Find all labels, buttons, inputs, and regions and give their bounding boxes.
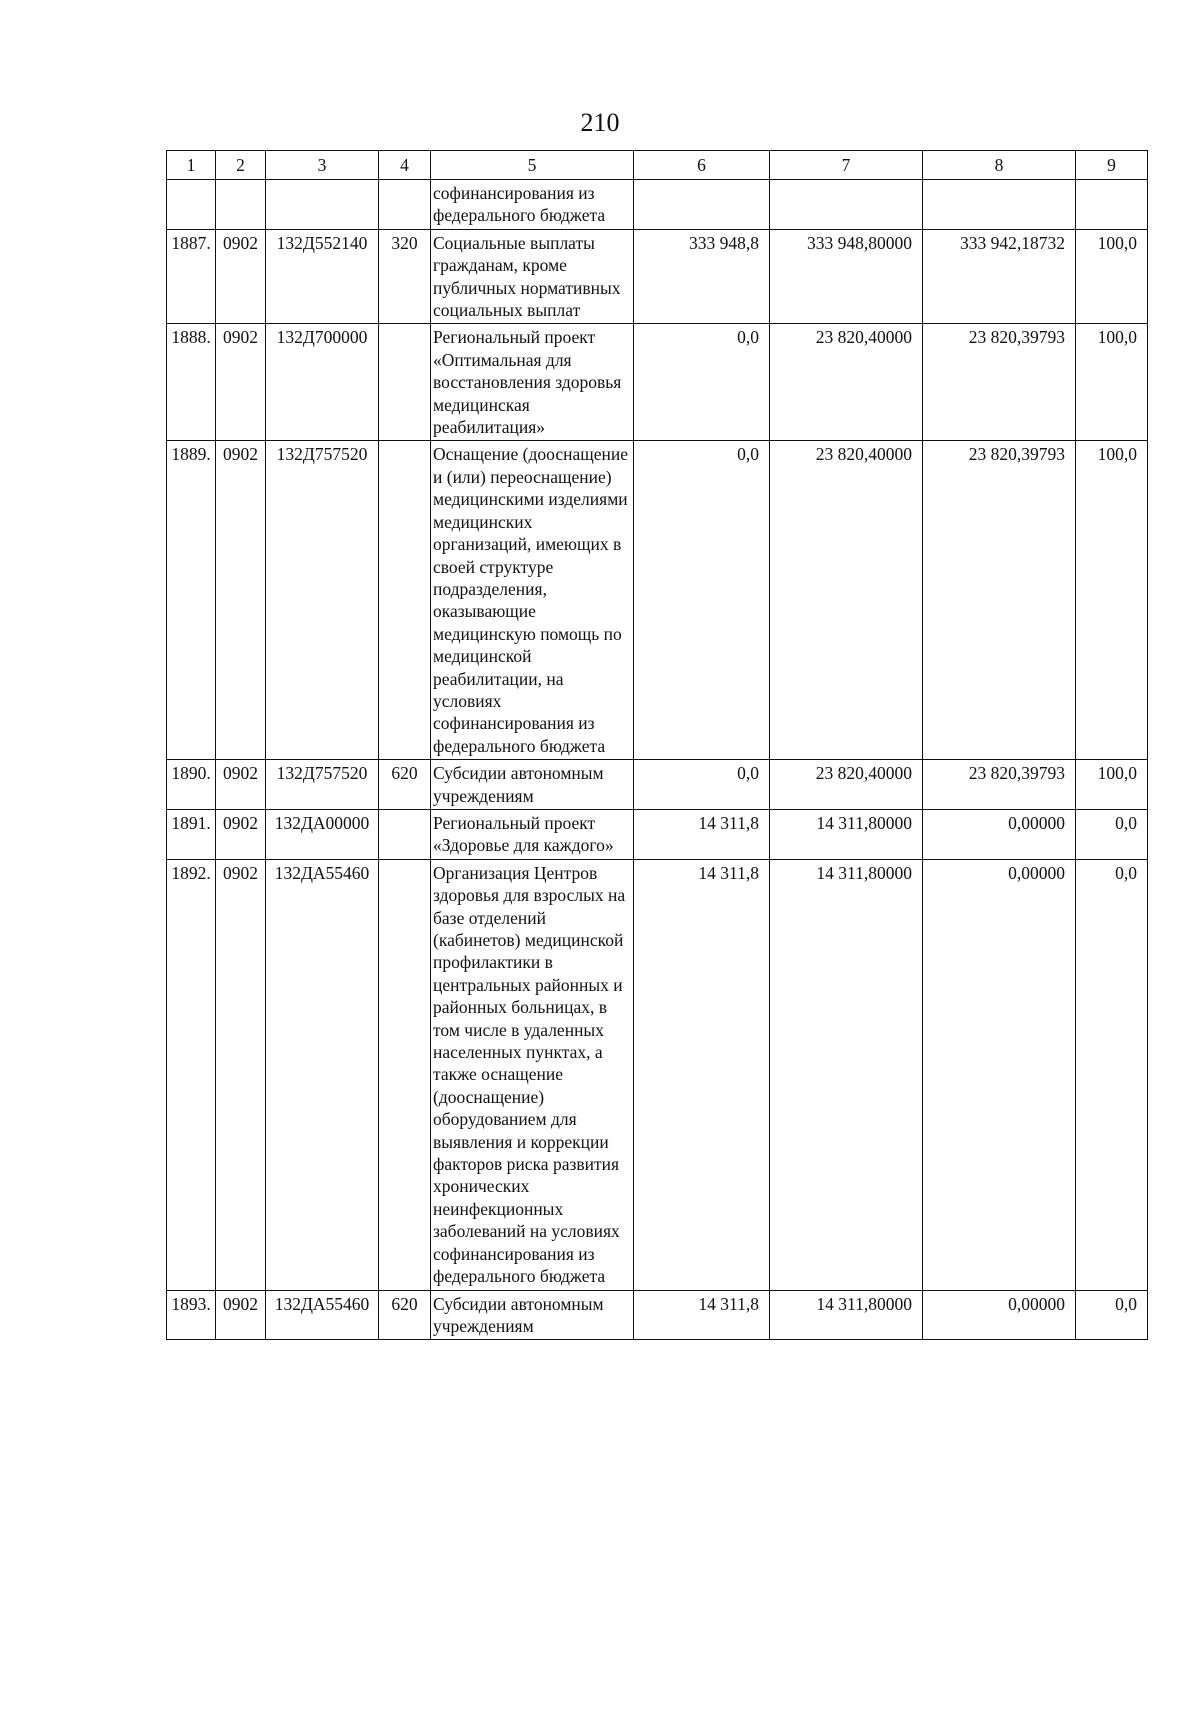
section-code-cell: 0902 xyxy=(216,1290,266,1340)
execution-percent-cell: 0,0 xyxy=(1076,1290,1148,1340)
row-number-cell: 1888. xyxy=(167,324,216,441)
refined-plan-cell: 23 820,40000 xyxy=(770,441,923,760)
column-number-row xyxy=(167,151,1148,180)
execution-percent-cell: 100,0 xyxy=(1076,760,1148,810)
column-header: 7 xyxy=(770,151,923,180)
executed-amount-cell: 23 820,39793 xyxy=(923,760,1076,810)
plan-amount-cell: 0,0 xyxy=(634,760,770,810)
description-cell: Организация Центров здоровья для взрослых на базе отделений (кабинетов) медицинской профилактики в центральных районных и районных больницах, в том числе в удаленных населенных пунктах, а также оснащение (дооснащение) оборудованием для выявления и коррекции факторов риска развития хронических неинфекционных заболеваний на условиях софинансирования из федерального бюджета xyxy=(431,859,634,1290)
section-code-cell: 0902 xyxy=(216,441,266,760)
executed-amount-cell: 0,00000 xyxy=(923,859,1076,1290)
description-cell: Субсидии автономным учреждениям xyxy=(431,1290,634,1340)
target-article-cell: 132ДА55460 xyxy=(266,859,379,1290)
column-header: 1 xyxy=(167,151,216,180)
refined-plan-cell: 14 311,80000 xyxy=(770,1290,923,1340)
refined-plan-cell: 333 948,80000 xyxy=(770,229,923,324)
plan-amount-cell: 14 311,8 xyxy=(634,809,770,859)
row-number-cell: 1893. xyxy=(167,1290,216,1340)
expense-type-cell xyxy=(379,809,431,859)
target-article-cell: 132Д757520 xyxy=(266,760,379,810)
table-row xyxy=(167,229,1148,324)
section-code-cell: 0902 xyxy=(216,760,266,810)
page-number: 210 xyxy=(580,108,620,137)
expense-type-cell: 320 xyxy=(379,229,431,324)
executed-amount-cell: 23 820,39793 xyxy=(923,324,1076,441)
table-row xyxy=(167,1290,1148,1340)
execution-percent-cell: 100,0 xyxy=(1076,441,1148,760)
column-header: 6 xyxy=(634,151,770,180)
refined-plan-cell: 23 820,40000 xyxy=(770,324,923,441)
expense-type-cell xyxy=(379,180,431,230)
section-code-cell: 0902 xyxy=(216,229,266,324)
table-row xyxy=(167,859,1148,1290)
column-header: 4 xyxy=(379,151,431,180)
column-header: 2 xyxy=(216,151,266,180)
table-row xyxy=(167,324,1148,441)
column-header: 5 xyxy=(431,151,634,180)
executed-amount-cell xyxy=(923,180,1076,230)
plan-amount-cell: 0,0 xyxy=(634,441,770,760)
expense-type-cell: 620 xyxy=(379,760,431,810)
execution-percent-cell: 0,0 xyxy=(1076,809,1148,859)
table-row xyxy=(167,180,1148,230)
row-number-cell: 1889. xyxy=(167,441,216,760)
target-article-cell: 132ДА55460 xyxy=(266,1290,379,1340)
row-number-cell: 1892. xyxy=(167,859,216,1290)
section-code-cell: 0902 xyxy=(216,324,266,441)
budget-table xyxy=(166,150,1148,1340)
table-row xyxy=(167,809,1148,859)
section-code-cell: 0902 xyxy=(216,859,266,1290)
target-article-cell: 132Д700000 xyxy=(266,324,379,441)
row-number-cell: 1887. xyxy=(167,229,216,324)
expense-type-cell xyxy=(379,859,431,1290)
column-header: 3 xyxy=(266,151,379,180)
execution-percent-cell xyxy=(1076,180,1148,230)
expense-type-cell xyxy=(379,324,431,441)
expense-type-cell xyxy=(379,441,431,760)
expense-type-cell: 620 xyxy=(379,1290,431,1340)
section-code-cell: 0902 xyxy=(216,809,266,859)
executed-amount-cell: 23 820,39793 xyxy=(923,441,1076,760)
description-cell: Субсидии автономным учреждениям xyxy=(431,760,634,810)
target-article-cell: 132ДА00000 xyxy=(266,809,379,859)
refined-plan-cell: 14 311,80000 xyxy=(770,809,923,859)
row-number-cell: 1891. xyxy=(167,809,216,859)
table-row xyxy=(167,441,1148,760)
execution-percent-cell: 0,0 xyxy=(1076,859,1148,1290)
table-row xyxy=(167,760,1148,810)
plan-amount-cell: 0,0 xyxy=(634,324,770,441)
plan-amount-cell: 14 311,8 xyxy=(634,1290,770,1340)
description-cell: софинансирования из федерального бюджета xyxy=(431,180,634,230)
executed-amount-cell: 0,00000 xyxy=(923,1290,1076,1340)
column-header: 8 xyxy=(923,151,1076,180)
description-cell: Региональный проект «Здоровье для каждого» xyxy=(431,809,634,859)
plan-amount-cell xyxy=(634,180,770,230)
executed-amount-cell: 0,00000 xyxy=(923,809,1076,859)
plan-amount-cell: 333 948,8 xyxy=(634,229,770,324)
executed-amount-cell: 333 942,18732 xyxy=(923,229,1076,324)
execution-percent-cell: 100,0 xyxy=(1076,324,1148,441)
refined-plan-cell: 14 311,80000 xyxy=(770,859,923,1290)
row-number-cell xyxy=(167,180,216,230)
execution-percent-cell: 100,0 xyxy=(1076,229,1148,324)
refined-plan-cell xyxy=(770,180,923,230)
description-cell: Региональный проект «Оптимальная для восстановления здоровья медицинская реабилитация» xyxy=(431,324,634,441)
refined-plan-cell: 23 820,40000 xyxy=(770,760,923,810)
description-cell: Социальные выплаты гражданам, кроме публичных нормативных социальных выплат xyxy=(431,229,634,324)
plan-amount-cell: 14 311,8 xyxy=(634,859,770,1290)
description-cell: Оснащение (дооснащение и (или) переоснащение) медицинскими изделиями медицинских организаций, имеющих в своей структуре подразделения, оказывающие медицинскую помощь по медицинской реабилитации, на условиях софинансирования из федерального бюджета xyxy=(431,441,634,760)
section-code-cell xyxy=(216,180,266,230)
target-article-cell: 132Д757520 xyxy=(266,441,379,760)
row-number-cell: 1890. xyxy=(167,760,216,810)
column-header: 9 xyxy=(1076,151,1148,180)
target-article-cell xyxy=(266,180,379,230)
target-article-cell: 132Д552140 xyxy=(266,229,379,324)
